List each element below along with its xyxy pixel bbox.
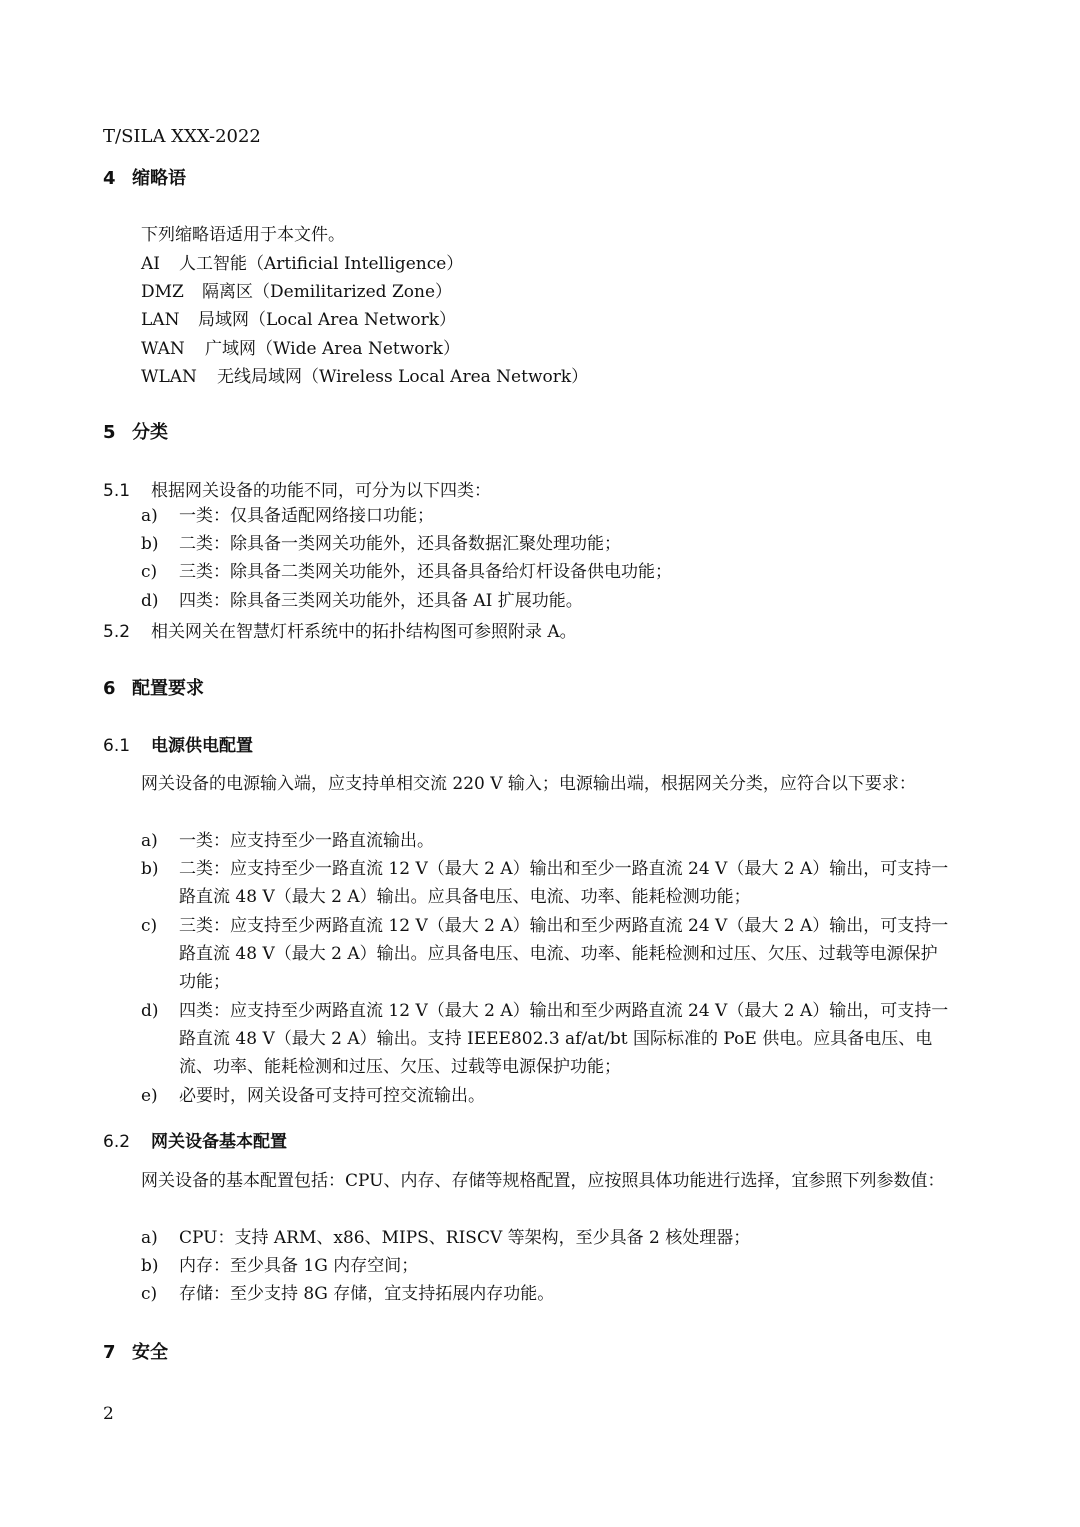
abbreviation-text: 无线局域网（Wireless Local Area Network） <box>217 367 589 387</box>
section-number: 5 <box>103 422 116 443</box>
abbreviation-code: AI <box>141 254 160 274</box>
section-4-heading <box>103 164 186 190</box>
section-number: 7 <box>103 1342 116 1363</box>
list-marker: c) <box>141 562 158 582</box>
clause-number: 5.1 <box>103 481 131 501</box>
clause-number: 5.2 <box>103 622 131 642</box>
list-marker: a) <box>141 506 158 526</box>
list-text: 一类：仅具备适配网络接口功能； <box>179 506 434 526</box>
paragraph: 网关设备的电源输入端，应支持单相交流 220 V 输入；电源输出端，根据网关分类，应符合以下要求： <box>141 774 916 794</box>
page-number: 2 <box>103 1404 114 1424</box>
abbreviation-code: WAN <box>141 339 185 359</box>
list-text: 三类：除具备二类网关功能外，还具备具备给灯杆设备供电功能； <box>179 562 672 582</box>
list-marker: b) <box>141 534 159 554</box>
abbreviation-text: 局域网（Local Area Network） <box>198 310 457 330</box>
list-marker: d) <box>141 1001 159 1021</box>
section-number: 6 <box>103 678 116 699</box>
list-marker: a) <box>141 1228 158 1248</box>
list-marker: a) <box>141 831 158 851</box>
abbreviation-text: 隔离区（Demilitarized Zone） <box>202 282 453 302</box>
list-marker: b) <box>141 859 159 879</box>
clause-text: 相关网关在智慧灯杆系统中的拓扑结构图可参照附录 A。 <box>151 622 577 642</box>
abbreviation-code: DMZ <box>141 282 184 302</box>
list-text: 必要时，网关设备可支持可控交流输出。 <box>179 1086 485 1106</box>
clause-5-1 <box>103 476 491 501</box>
list-marker: d) <box>141 591 159 611</box>
abbreviation-text: 广域网（Wide Area Network） <box>205 339 460 359</box>
standard-code-header: T/SILA XXX-2022 <box>103 126 261 147</box>
clause-text: 根据网关设备的功能不同，可分为以下四类： <box>151 481 491 501</box>
list-marker: c) <box>141 1284 158 1304</box>
list-text: 三类：应支持至少两路直流 12 V（最大 2 A）输出和至少两路直流 24 V（最大 2 A）输出，可支持一路直流 48 V（最大 2 A）输出。应具备电压、电流、功率、能耗检测和过压、欠压、过载等电源保护功能； <box>179 916 949 992</box>
section-title: 缩略语 <box>132 168 186 189</box>
list-text: 四类：除具备三类网关功能外，还具备 AI 扩展功能。 <box>179 591 583 611</box>
abbreviation-entry <box>141 334 460 359</box>
clause-title: 网关设备基本配置 <box>151 1132 287 1152</box>
abbreviation-code: LAN <box>141 310 180 330</box>
list-text: 一类：应支持至少一路直流输出。 <box>179 831 434 851</box>
abbreviation-entry <box>141 305 456 330</box>
section-5-heading <box>103 418 168 444</box>
list-marker: b) <box>141 1256 159 1276</box>
clause-number: 6.2 <box>103 1132 131 1152</box>
section-title: 安全 <box>132 1342 168 1363</box>
section-number: 4 <box>103 168 116 189</box>
abbreviation-entry <box>141 249 463 274</box>
clause-6-2-heading <box>103 1127 287 1152</box>
abbreviation-text: 人工智能（Artificial Intelligence） <box>179 254 464 274</box>
list-text: 存储：至少支持 8G 存储，宜支持拓展内存功能。 <box>179 1284 555 1304</box>
paragraph: 网关设备的基本配置包括：CPU、内存、存储等规格配置，应按照具体功能进行选择，宜参照下列参数值： <box>141 1171 945 1191</box>
section-7-heading <box>103 1338 168 1364</box>
section-title: 配置要求 <box>132 678 204 699</box>
clause-5-2 <box>103 617 577 642</box>
section-4-intro: 下列缩略语适用于本文件。 <box>141 225 345 245</box>
abbreviation-entry <box>141 277 452 302</box>
clause-title: 电源供电配置 <box>151 736 253 756</box>
list-text: CPU：支持 ARM、x86、MIPS、RISCV 等架构，至少具备 2 核处理器； <box>179 1228 751 1248</box>
clause-number: 6.1 <box>103 736 131 756</box>
list-text: 四类：应支持至少两路直流 12 V（最大 2 A）输出和至少两路直流 24 V（最大 2 A）输出，可支持一路直流 48 V（最大 2 A）输出。支持 IEEE802.3 af/at/bt 国际标准的 PoE 供电。应具备电压、电流、功率、能耗检测和过压、欠压、过载等电源保护功能； <box>179 1001 949 1077</box>
list-marker: e) <box>141 1086 158 1106</box>
list-text: 内存：至少具备 1G 内存空间； <box>179 1256 419 1276</box>
section-title: 分类 <box>132 422 168 443</box>
abbreviation-code: WLAN <box>141 367 197 387</box>
clause-6-1-heading <box>103 731 253 756</box>
list-text: 二类：应支持至少一路直流 12 V（最大 2 A）输出和至少一路直流 24 V（最大 2 A）输出，可支持一路直流 48 V（最大 2 A）输出。应具备电压、电流、功率、能耗检测功能； <box>179 859 949 907</box>
abbreviation-entry <box>141 362 588 387</box>
list-marker: c) <box>141 916 158 936</box>
section-6-heading <box>103 674 204 700</box>
list-text: 二类：除具备一类网关功能外，还具备数据汇聚处理功能； <box>179 534 621 554</box>
